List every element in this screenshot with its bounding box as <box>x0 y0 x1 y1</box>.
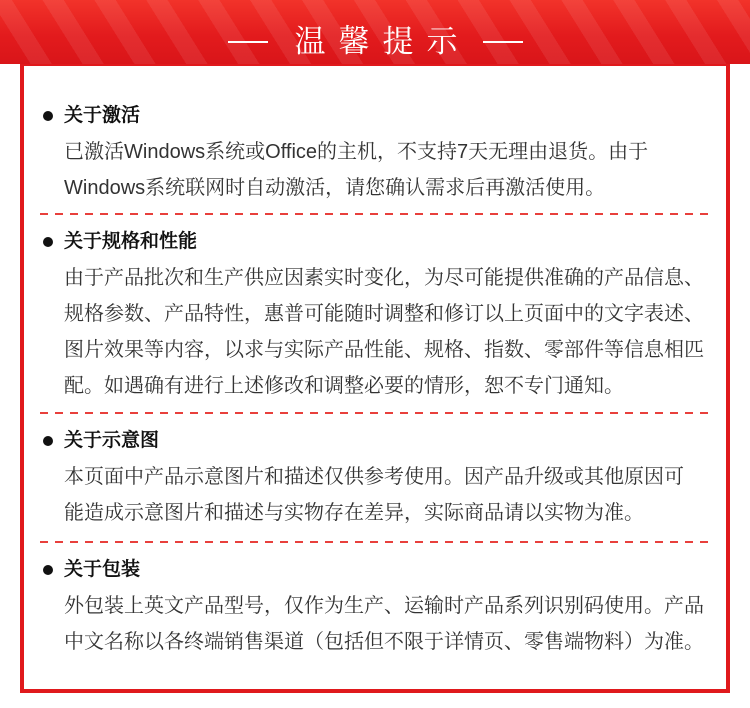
banner-title-group <box>0 20 750 64</box>
section-heading: 关于包装 <box>64 559 141 580</box>
notice-box <box>20 62 730 693</box>
section-heading-row <box>24 98 726 134</box>
section-illustration <box>24 423 726 531</box>
dashed-divider <box>40 412 710 414</box>
section-packaging <box>24 552 726 660</box>
section-heading: 关于示意图 <box>64 430 160 451</box>
section-line: 配。如遇确有进行上述修改和调整必要的情形，恕不专门通知。 <box>64 375 624 397</box>
bullet-dot-icon <box>43 565 53 575</box>
section-line: 已激活Windows系统或Office的主机，不支持7天无理由退货。由于 <box>64 141 649 163</box>
section-specs <box>24 224 726 404</box>
banner-title: 温馨提示 <box>294 24 471 59</box>
section-line: 规格参数、产品特性，惠普可能随时调整和修订以上页面中的文字表述、 <box>64 303 704 325</box>
section-heading: 关于激活 <box>64 105 141 126</box>
bullet-dot-icon <box>43 436 53 446</box>
section-activation <box>24 98 726 206</box>
dashed-divider <box>40 213 710 215</box>
title-dash-right <box>483 41 523 43</box>
section-heading-row <box>24 224 726 260</box>
section-heading-row <box>24 552 726 588</box>
dashed-divider <box>40 541 710 543</box>
section-line: 中文名称以各终端销售渠道（包括但不限于详情页、零售端物料）为准。 <box>64 631 704 653</box>
section-line: 本页面中产品示意图片和描述仅供参考使用。因产品升级或其他原因可 <box>64 466 684 488</box>
section-line: Windows系统联网时自动激活，请您确认需求后再激活使用。 <box>64 177 606 199</box>
section-line: 由于产品批次和生产供应因素实时变化，为尽可能提供准确的产品信息、 <box>64 267 704 289</box>
section-line: 能造成示意图片和描述与实物存在差异，实际商品请以实物为准。 <box>64 502 644 524</box>
section-line: 外包装上英文产品型号，仅作为生产、运输时产品系列识别码使用。产品 <box>64 595 704 617</box>
bullet-dot-icon <box>43 111 53 121</box>
section-line: 图片效果等内容，以求与实际产品性能、规格、指数、零部件等信息相匹 <box>64 339 704 361</box>
notice-banner <box>0 0 750 64</box>
title-dash-left <box>228 41 268 43</box>
bullet-dot-icon <box>43 237 53 247</box>
section-heading-row <box>24 423 726 459</box>
section-heading: 关于规格和性能 <box>64 231 198 252</box>
